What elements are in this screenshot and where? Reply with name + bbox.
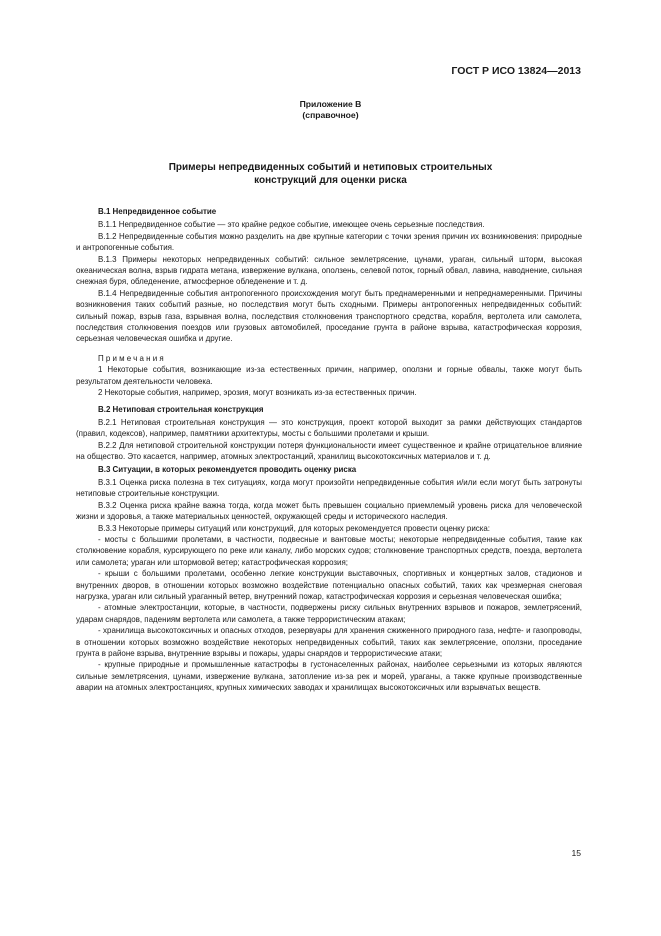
list-item: - атомные электростанции, которые, в частности, подвержены риску сильных внутренних взрывов и пожаров, землетрясений, ударам снарядов, падениям вертолета или самолета, а также террористическим атакам; bbox=[76, 603, 582, 624]
list-item: - мосты с большими пролетами, в частности, подвесные и вантовые мосты; некоторые непредвиденные события, такие как столкновение корабля, курсирующего по реке или каналу, либо морских судов; столкновение транспортных средств, поезда, вертолета или самолета; ураган или штормовой ветер; катастрофическая коррозия; bbox=[76, 534, 582, 567]
paragraph-b1-1: В.1.1 Непредвиденное событие — это крайне редкое событие, имеющее очень серьезные последствия. bbox=[98, 220, 485, 230]
document-body bbox=[76, 205, 582, 694]
paragraph-b1-2: В.1.2 Непредвиденные события можно разделить на две крупные категории с точки зрения причин их возникновения: природные и антропогенные события. bbox=[76, 231, 582, 253]
paragraph-b1-4: В.1.4 Непредвиденные события антропогенного происхождения могут быть преднамеренными и непреднамеренными. Причины возникновения таких событий разные, но последствия могут быть сходными. Примеры антропогенных непредвиденных событий: сильный пожар, взрыв газа, взрывная волна, последствия столкновения транспортного средства, корабля, вертолета или самолета, последствия столкновения поездов или грузовых автомобилей, проседание грунта в районе взрыва, катастрофическая коррозия, серьезная человеческая ошибка и другие. bbox=[76, 288, 582, 344]
annex-title-line-2: конструкций для оценки риска bbox=[254, 175, 407, 186]
list-item: - крупные природные и промышленные катастрофы в густонаселенных районах, наиболее серьезными из которых являются сильные землетрясения, цунами, извержение вулкана, затопление из-за рек и морей, ураганы, а также крупные производственные аварии на атомных электростанциях, крупных химических заводах и хранилищах высокотоксичных или взрывчатых веществ. bbox=[76, 660, 582, 693]
note-1: 1 Некоторые события, возникающие из-за естественных причин, например, оползни и горные обвалы, также могут быть результатом деятельности человека. bbox=[76, 365, 582, 386]
list-item: - хранилища высокотоксичных и опасных отходов, резервуары для хранения сжиженного природного газа, нефте- и газопроводы, в отношении которых возможно воздействие некоторых непредвиденных событий, таких как землетрясение, оползни, проседание грунта в районе взрыва, внутренние взрывы и пожары, удары снарядов и террористические атаки; bbox=[76, 626, 582, 659]
note-2: 2 Некоторые события, например, эрозия, могут возникать из-за естественных причин. bbox=[98, 388, 417, 398]
section-heading-b3: В.3 Ситуации, в которых рекомендуется проводить оценку риска bbox=[98, 464, 357, 474]
annex-heading bbox=[0, 99, 661, 121]
paragraph-b3-3: В.3.3 Некоторые примеры ситуаций или конструкций, для которых рекомендуется провести оценку риска: bbox=[98, 523, 490, 533]
annex-label: Приложение В bbox=[299, 99, 362, 109]
annex-title bbox=[0, 161, 661, 187]
section-heading-b2: В.2 Нетиповая строительная конструкция bbox=[98, 404, 264, 414]
annex-title-line-1: Примеры непредвиденных событий и нетиповых строительных bbox=[168, 162, 493, 173]
paragraph-b3-2: В.3.2 Оценка риска крайне важна тогда, когда может быть превышен социально приемлемый уровень риска для человеческой жизни и здоровья, а также материальных ценностей, окружающей среды и исторического наследия. bbox=[76, 500, 582, 522]
list-item: - крыши с большими пролетами, особенно легкие конструкции выставочных, спортивных и концертных залов, стадионов и внутренних дворов, в отношении которых возможно воздействие потенциально опасных событий, таких как чрезмерная снеговая нагрузка, ураган или сильный ураганный ветер, внутренний пожар, катастрофическая коррозия и серьезная человеческая ошибка; bbox=[76, 569, 582, 601]
page-number: 15 bbox=[571, 848, 581, 858]
annex-status: (справочное) bbox=[302, 110, 359, 120]
notes-heading: Примечания bbox=[98, 353, 166, 363]
document-id-header: ГОСТ Р ИСО 13824—2013 bbox=[451, 65, 581, 77]
section-heading-b1: В.1 Непредвиденное событие bbox=[98, 207, 217, 216]
paragraph-b2-1: В.2.1 Нетиповая строительная конструкция — это конструкция, проект которой выходит за рамки действующих стандартов (правил, кодексов), например, памятники архитектуры, мосты с большими пролетами и крыши. bbox=[76, 417, 582, 439]
paragraph-b1-3: В.1.3 Примеры некоторых непредвиденных событий: сильное землетрясение, цунами, ураган, сильный шторм, высокая океаническая волна, взрыв гидрата метана, извержение вулкана, оползень, селевой поток, горный обвал, лавина, наводнение, сильная снежная буря, обледенение, атмосферное обледенение и т. д. bbox=[76, 254, 582, 287]
paragraph-b2-2: В.2.2 Для нетиповой строительной конструкции потеря функциональности имеет существенное и крайне отрицательное влияние на общество. Это касается, например, атомных электростанций, хранилищ высокотоксичных материалов и т. д. bbox=[76, 440, 582, 462]
paragraph-b3-1: В.3.1 Оценка риска полезна в тех ситуациях, когда могут произойти непредвиденные события и/или если могут быть затронуты нетиповые строительные конструкции. bbox=[76, 477, 582, 499]
